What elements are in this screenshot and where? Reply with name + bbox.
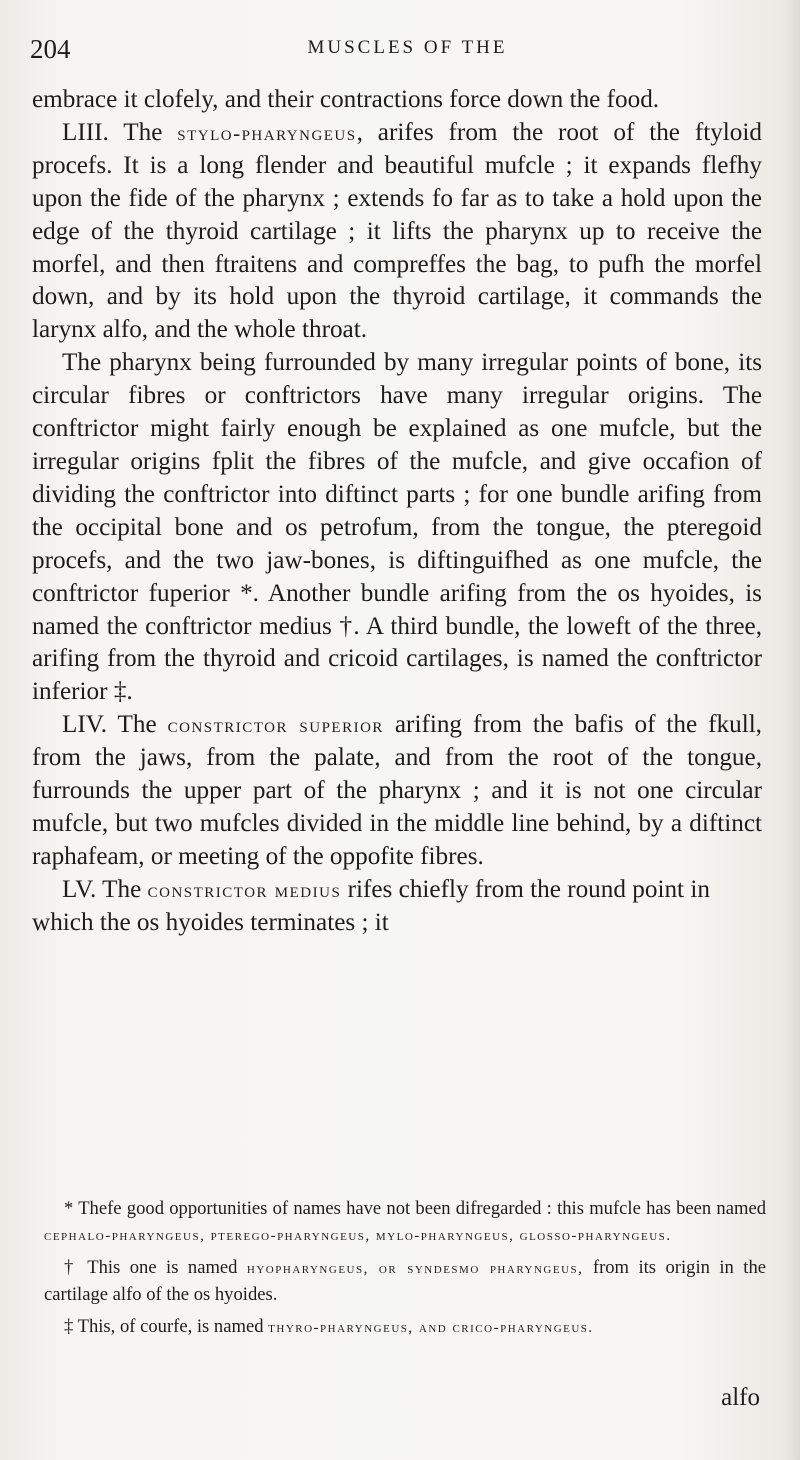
footnote-terms: thyro-pharyngeus, and crico-pharyngeus. xyxy=(268,1320,594,1336)
main-text xyxy=(32,84,762,940)
paragraph-continuation: embrace it clofely, and their contractions force down the food. xyxy=(32,86,660,113)
footnote-text: This, of courfe, is named xyxy=(73,1316,269,1337)
running-head: MUSCLES OF THE xyxy=(307,37,508,58)
paragraph-lv xyxy=(32,874,762,940)
paragraph-text: rifes chiefly from the round point in which the os hyoides terminates ; it xyxy=(32,875,710,936)
page-header xyxy=(30,34,765,64)
footnote-mark: † xyxy=(64,1257,79,1278)
footnote-mark: ‡ xyxy=(64,1316,74,1337)
page-number: 204 xyxy=(30,34,71,64)
section-numeral: LIII. xyxy=(62,118,109,146)
footnote-double-dagger xyxy=(44,1314,766,1341)
page-edge-shadow xyxy=(786,0,800,1460)
text-run: The xyxy=(107,711,168,739)
footnote-terms: hyopharyngeus, or syndesmo pharyngeus, xyxy=(246,1261,584,1277)
paragraph-liv xyxy=(32,709,762,874)
muscle-term: constrictor superior xyxy=(167,713,384,738)
paragraph-pharynx: The pharynx being furrounded by many irregular points of bone, its circular fibres or conftrictors have many irregular origins. The conftrictor might fairly enough be explained as one mufcle, but the irregular origins fplit the fibres of the mufcle, and give occafion of dividing the conftrictor into diftinct parts ; for one bundle arifing from the occipital bone and os petrofum, from the tongue, the pteregoid procefs, and the two jaw-bones, is diftinguifhed as one mufcle, the conftrictor fuperior *. Another bundle arifing from the os hyoides, is named the conftrictor medius †. A third bundle, the loweft of the three, arifing from the thyroid and cricoid cartilages, is named the conftrictor inferior ‡. xyxy=(32,349,762,706)
footnote-text: Thefe good opportunities of names have not been difregarded : this mufcle has been named xyxy=(73,1198,766,1219)
footnote-terms: cephalo-pharyngeus, pterego-pharyngeus, mylo-pharyngeus, glosso-pharyngeus. xyxy=(44,1228,672,1244)
section-numeral: LV. xyxy=(62,875,97,903)
footnote-text: This one is named xyxy=(78,1257,247,1278)
section-numeral: LIV. xyxy=(62,711,108,739)
muscle-term: constrictor medius xyxy=(147,877,342,902)
footnote-dagger xyxy=(44,1255,766,1308)
footnote-asterisk xyxy=(44,1196,766,1249)
footnote-mark: * xyxy=(64,1198,74,1219)
text-run: The xyxy=(96,875,148,903)
paragraph-text: arifing from the bafis of the fkull, from the jaws, from the palate, and from the root of the tongue, furrounds the upper part of the pharynx ; and it is not one circular mufcle, but two mufcles divided in the middle line behind, by a diftinct raphafeam, or meeting of the oppofite fibres. xyxy=(32,711,762,870)
footnotes xyxy=(44,1196,766,1347)
paragraph-liii xyxy=(32,117,762,347)
muscle-term: stylo-pharyngeus xyxy=(177,120,357,145)
catchword: alfo xyxy=(721,1384,760,1411)
paragraph-text: , arifes from the root of the ftyloid procefs. It is a long flender and beautiful mufcle ; it expands flefhy upon the fide of the pharynx ; extends fo far as to take a hold upon the edge of the thyroid cartilage ; it lifts the pharynx up to receive the morfel, and then ftraitens and compreffes the bag, to pufh the morfel down, and by its hold upon the thyroid cartilage, it commands the larynx alfo, and the whole throat. xyxy=(32,118,762,344)
text-run: The xyxy=(108,118,178,146)
footnote-text: from its origin in the cartilage alfo of the os hyoides. xyxy=(44,1257,767,1305)
